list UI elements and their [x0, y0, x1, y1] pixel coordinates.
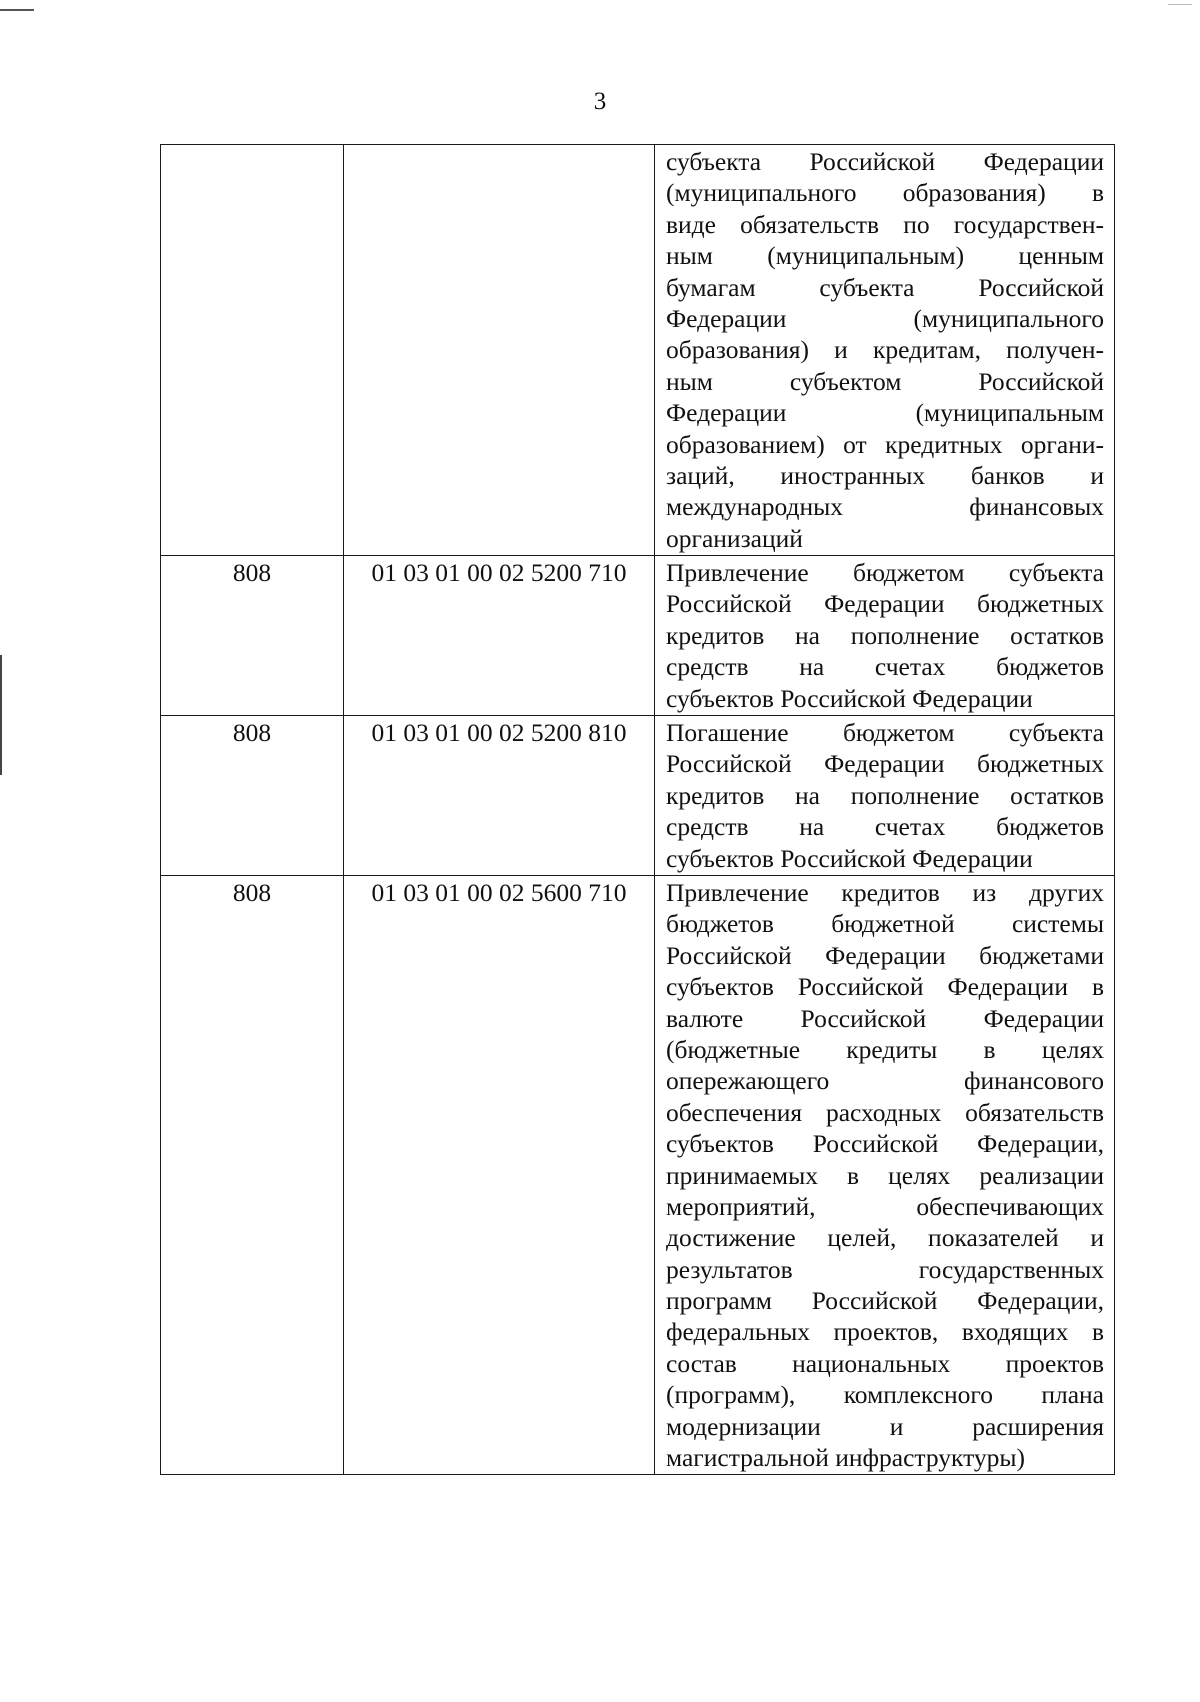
- admin-code: 808: [232, 558, 272, 588]
- description-line: образованием) от кредитных органи-: [666, 429, 1104, 459]
- description-line: международных финансовых: [666, 492, 1104, 522]
- budget-code: [344, 145, 654, 146]
- description-line: субъектов Российской Федерации,: [666, 1129, 1104, 1159]
- description-line: (бюджетные кредиты в целях: [666, 1034, 1104, 1064]
- description-line: образования) и кредитам, получен-: [666, 335, 1104, 365]
- budget-code-cell: [344, 716, 655, 876]
- table-row: [161, 875, 1115, 1474]
- admin-code: 808: [232, 718, 272, 748]
- budget-code: 01 03 01 00 02 5200 710: [371, 558, 627, 588]
- description-line: бумагам субъекта Российской: [666, 272, 1104, 302]
- description-line: федеральных проектов, входящих в: [666, 1317, 1104, 1347]
- description-line: субъектов Российской Федерации: [666, 843, 1033, 873]
- table-row: [161, 145, 1115, 556]
- budget-code-cell: [344, 875, 655, 1474]
- admin-code-cell: [161, 556, 344, 716]
- description-line: субъектов Российской Федерации в: [666, 972, 1104, 1002]
- budget-classification-table: [160, 144, 1115, 1475]
- description-line: Погашение бюджетом субъекта: [666, 718, 1104, 748]
- table-body: [161, 145, 1115, 1475]
- description-line: состав национальных проектов: [666, 1348, 1104, 1378]
- description-line: организаций: [666, 523, 803, 553]
- description-line: программ Российской Федерации,: [666, 1286, 1104, 1316]
- description-line: Российской Федерации бюджетных: [666, 589, 1104, 619]
- description-line: обеспечения расходных обязательств: [666, 1097, 1104, 1127]
- description-cell: [655, 145, 1115, 556]
- admin-code-cell: [161, 716, 344, 876]
- description-line: принимаемых в целях реализации: [666, 1160, 1104, 1190]
- description-line: виде обязательств по государствен-: [666, 209, 1104, 239]
- table-row: [161, 556, 1115, 716]
- description-line: кредитов на пополнение остатков: [666, 620, 1104, 650]
- budget-code: 01 03 01 00 02 5600 710: [371, 877, 627, 907]
- scan-artifact-left-edge: [0, 655, 2, 775]
- description-line: средств на счетах бюджетов: [666, 652, 1104, 682]
- description-line: Привлечение бюджетом субъекта: [666, 558, 1104, 588]
- description-line: модернизации и расширения: [666, 1411, 1104, 1441]
- description-line: заций, иностранных банков и: [666, 460, 1104, 490]
- page-number: 3: [593, 88, 607, 115]
- description-line: магистральной инфраструктуры): [666, 1443, 1026, 1473]
- description-cell: [655, 716, 1115, 876]
- description-line: опережающего финансового: [666, 1066, 1104, 1096]
- description-line: Привлечение кредитов из других: [666, 877, 1104, 907]
- admin-code-cell: [161, 875, 344, 1474]
- description-line: (муниципального образования) в: [666, 178, 1104, 208]
- description-line: средств на счетах бюджетов: [666, 812, 1104, 842]
- description-cell: [655, 556, 1115, 716]
- scan-artifact-top-left: [0, 9, 34, 11]
- description-line: ным (муниципальным) ценным: [666, 241, 1104, 271]
- description-line: достижение целей, показателей и: [666, 1223, 1104, 1253]
- description-line: Федерации (муниципальным: [666, 398, 1104, 428]
- description-line: бюджетов бюджетной системы: [666, 909, 1104, 939]
- description-cell: [655, 875, 1115, 1474]
- description-line: ным субъектом Российской: [666, 366, 1104, 396]
- description-line: Федерации (муниципального: [666, 303, 1104, 333]
- budget-code: 01 03 01 00 02 5200 810: [371, 718, 627, 748]
- admin-code-cell: [161, 145, 344, 556]
- budget-code-cell: [344, 145, 655, 556]
- description-line: мероприятий, обеспечивающих: [666, 1191, 1104, 1221]
- description-line: Российской Федерации бюджетами: [666, 940, 1104, 970]
- scan-artifact-top-right: [1168, 4, 1192, 5]
- description-line: кредитов на пополнение остатков: [666, 780, 1104, 810]
- description-line: результатов государственных: [666, 1254, 1104, 1284]
- description-line: (программ), комплексного плана: [666, 1380, 1104, 1410]
- description-line: валюте Российской Федерации: [666, 1003, 1104, 1033]
- description-line: субъекта Российской Федерации: [666, 147, 1104, 176]
- admin-code: 808: [232, 877, 272, 907]
- table-row: [161, 716, 1115, 876]
- budget-code-cell: [344, 556, 655, 716]
- admin-code: [161, 145, 343, 146]
- description-line: субъектов Российской Федерации: [666, 683, 1033, 713]
- description-line: Российской Федерации бюджетных: [666, 749, 1104, 779]
